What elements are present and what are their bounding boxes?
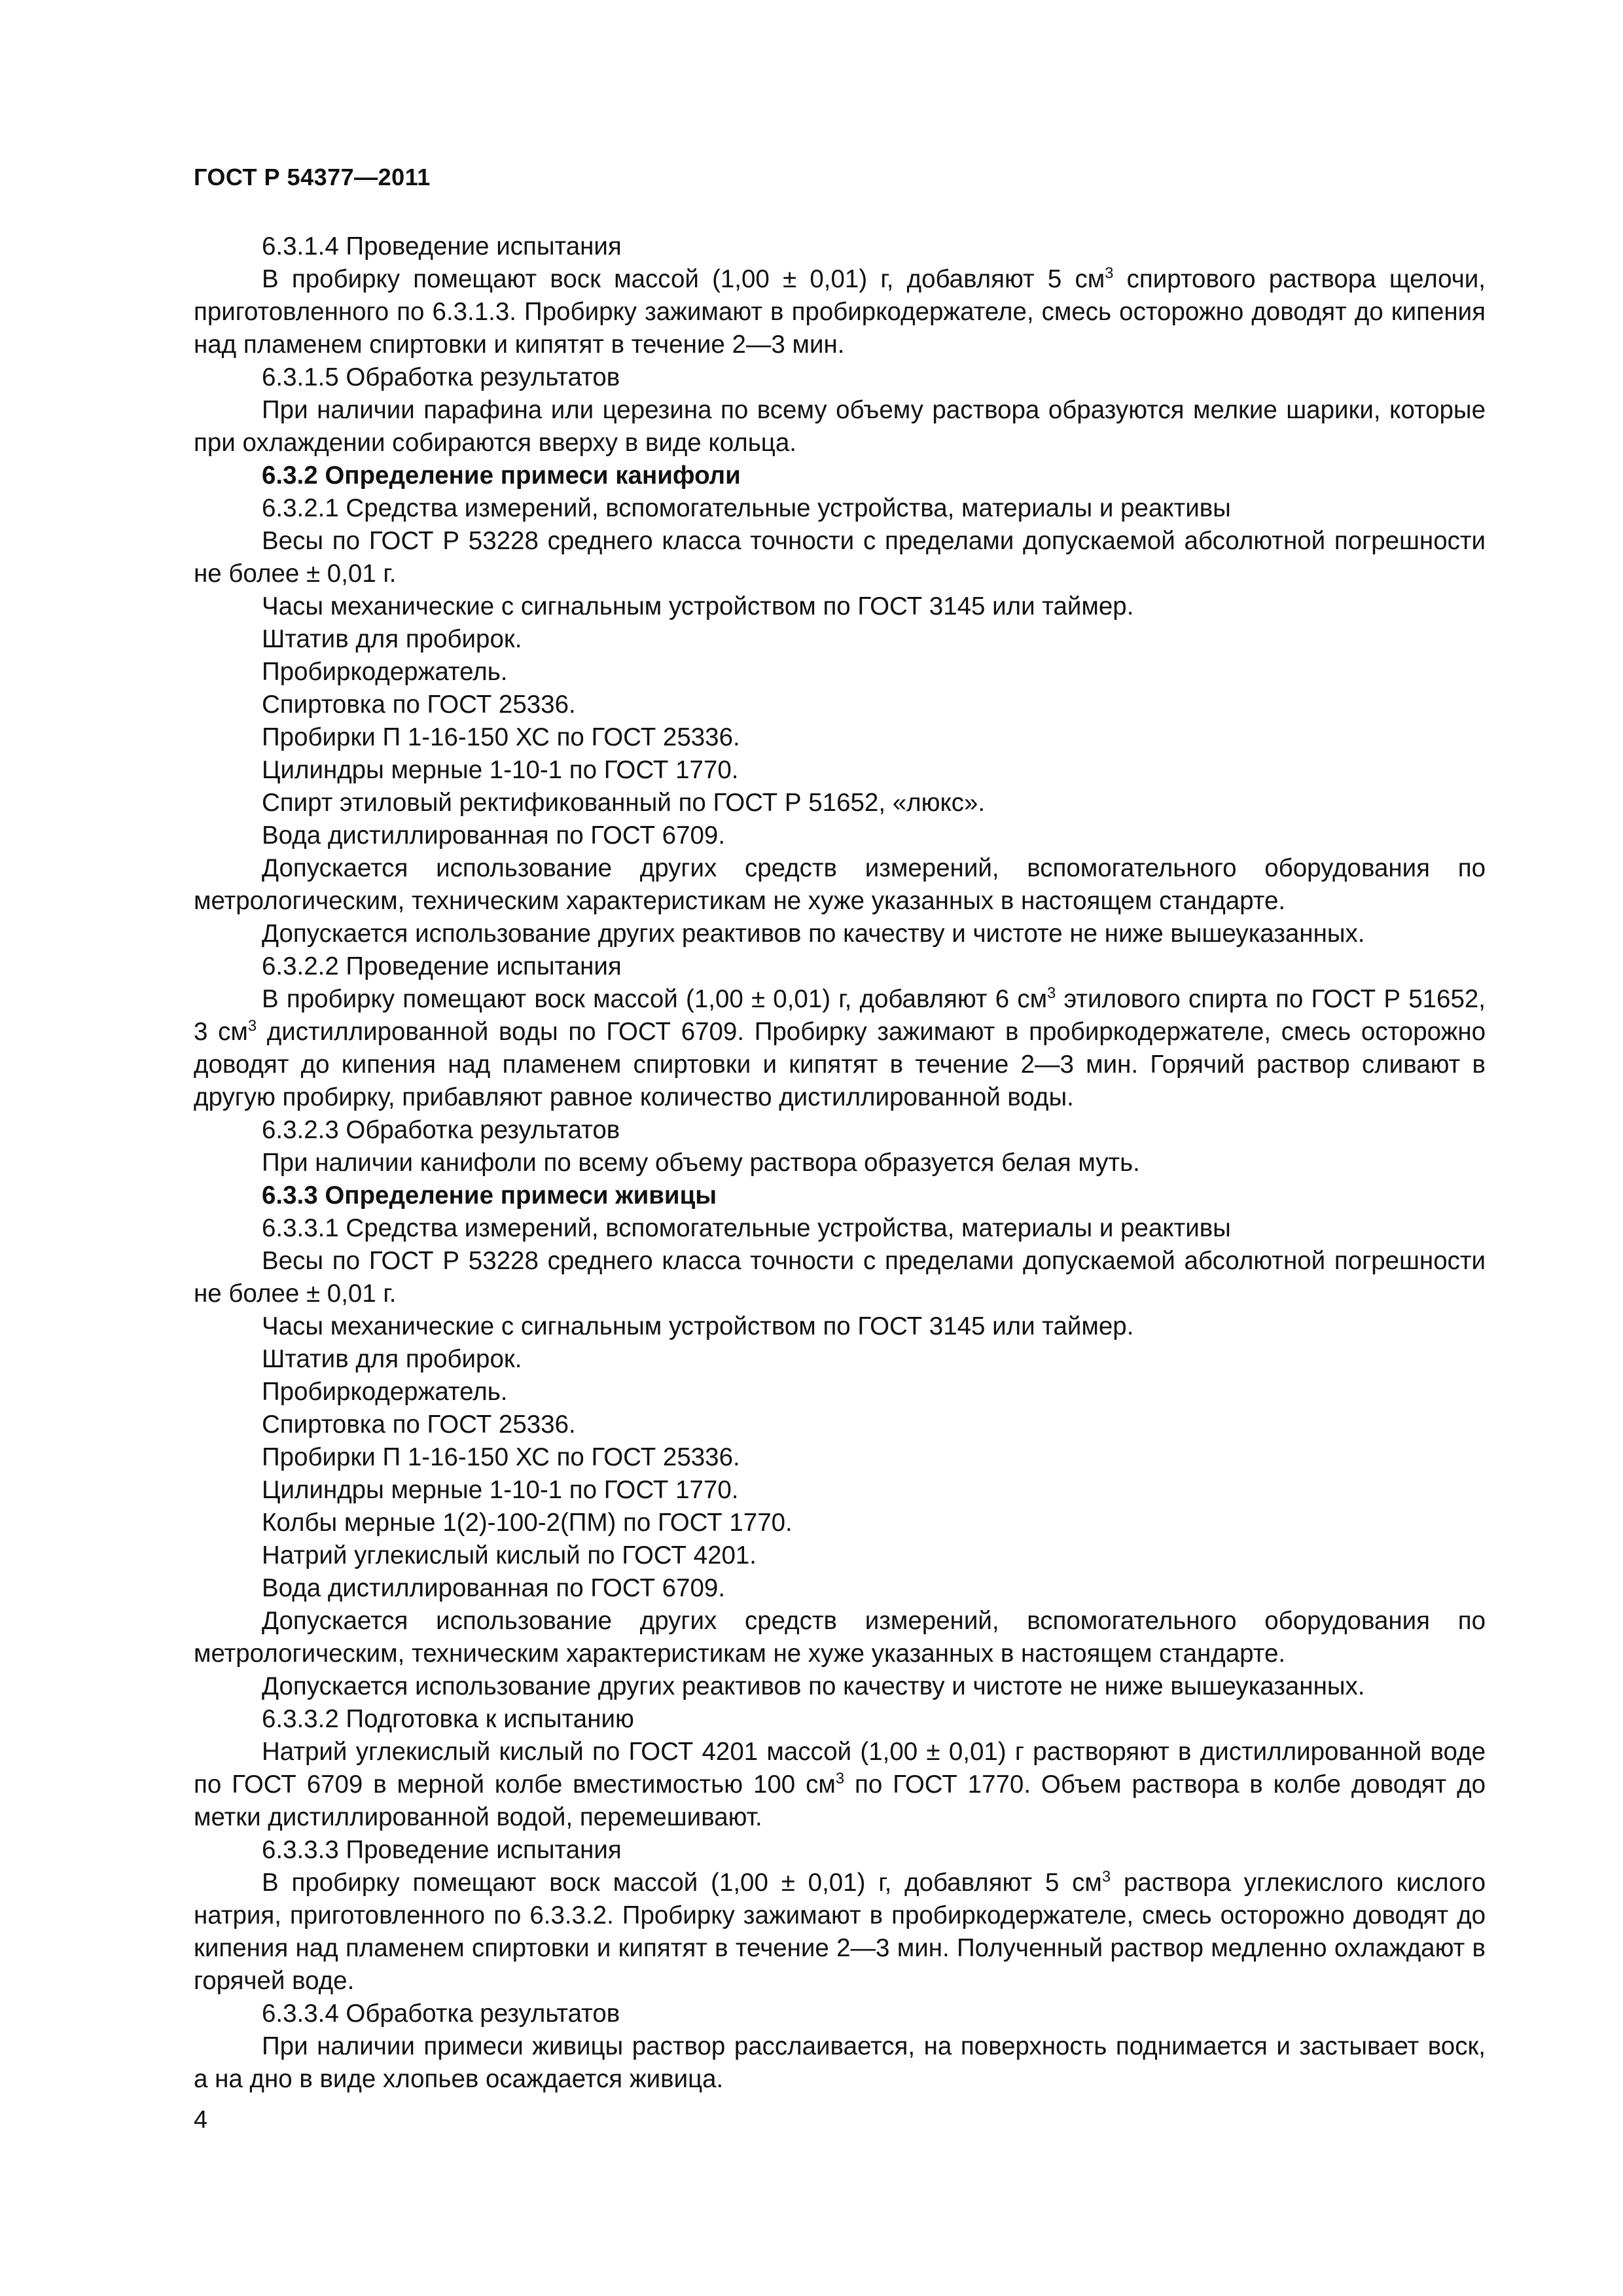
paragraph: В пробирку помещают воск массой (1,00 ± 0,01) г, добавляют 5 $см^3$ спиртового раствора щелочи, приготовленного по 6.3.1.3. Пробирку зажимают в пробиркодержателе, смесь осторожно доводят до кипения над пламенем спиртовки и кипятят в течение 2—3 мин. xyxy=(194,264,1486,359)
paragraph: Пробиркодержатель. xyxy=(262,1378,508,1406)
paragraph: Часы механические с сигнальным устройством по ГОСТ 3145 или таймер. xyxy=(262,592,1134,620)
paragraph: 6.3.3.1 Средства измерений, вспомогательные устройства, материалы и реактивы xyxy=(262,1214,1231,1242)
document-body xyxy=(194,230,1486,2096)
paragraph: 6.3.1.5 Обработка результатов xyxy=(262,363,620,391)
paragraph: Штатив для пробирок. xyxy=(262,1345,522,1373)
paragraph: Вода дистиллированная по ГОСТ 6709. xyxy=(262,821,726,850)
paragraph: Колбы мерные 1(2)-100-2(ПМ) по ГОСТ 1770. xyxy=(262,1509,793,1537)
paragraph: Пробирки П 1-16-150 ХС по ГОСТ 25336. xyxy=(262,1443,740,1471)
paragraph: Спиртовка по ГОСТ 25336. xyxy=(262,691,576,719)
paragraph: 6.3.2.3 Обработка результатов xyxy=(262,1116,620,1144)
paragraph: Цилиндры мерные 1-10-1 по ГОСТ 1770. xyxy=(262,756,739,784)
paragraph: 6.3.2.2 Проведение испытания xyxy=(262,952,622,980)
paragraph: 6.3.3.2 Подготовка к испытанию xyxy=(262,1705,634,1733)
paragraph: Натрий углекислый кислый по ГОСТ 4201 массой (1,00 ± 0,01) г растворяют в дистиллированной воде по ГОСТ 6709 в мерной колбе вместимостью 100 $см^3$ по ГОСТ 1770. Объем раствора в колбе доводят до метки дистиллированной водой, перемешивают. xyxy=(194,1738,1486,1831)
paragraph: Допускается использование других реактивов по качеству и чистоте не ниже вышеуказанных. xyxy=(262,920,1365,948)
paragraph: При наличии канифоли по всему объему раствора образуется белая муть. xyxy=(262,1149,1140,1177)
paragraph: Цилиндры мерные 1-10-1 по ГОСТ 1770. xyxy=(262,1476,739,1504)
paragraph: Пробирки П 1-16-150 ХС по ГОСТ 25336. xyxy=(262,723,740,751)
paragraph: 6.3.3.4 Обработка результатов xyxy=(262,2000,620,2028)
page-number: 4 xyxy=(194,2106,208,2134)
paragraph: Натрий углекислый кислый по ГОСТ 4201. xyxy=(262,1541,757,1570)
paragraph: Часы механические с сигнальным устройством по ГОСТ 3145 или таймер. xyxy=(262,1312,1134,1340)
paragraph: Весы по ГОСТ Р 53228 среднего класса точности с пределами допускаемой абсолютной погрешности не более ± 0,01 г. xyxy=(194,1247,1486,1308)
paragraph: В пробирку помещают воск массой (1,00 ± 0,01) г, добавляют 6 $см^3$ этилового спирта по ГОСТ Р 51652, 3 $см^3$ дистиллированной воды по ГОСТ 6709. Пробирку зажимают в пробиркодержателе, смесь осторожно доводят до кипения над пламенем спиртовки и кипятят в течение 2—3 мин. Горячий раствор сливают в другую пробирку, прибавляют равное количество дистиллированной воды. xyxy=(194,984,1486,1111)
paragraph: Пробиркодержатель. xyxy=(262,658,508,686)
paragraph: Спиртовка по ГОСТ 25336. xyxy=(262,1410,576,1439)
section-heading: 6.3.2 Определение примеси канифоли xyxy=(262,461,741,490)
paragraph: Штатив для пробирок. xyxy=(262,625,522,653)
paragraph: Вода дистиллированная по ГОСТ 6709. xyxy=(262,1574,726,1602)
paragraph: 6.3.3.3 Проведение испытания xyxy=(262,1836,622,1864)
paragraph: Допускается использование других средств измерений, вспомогательного оборудования по метрологическим, техническим характеристикам не хуже указанных в настоящем стандарте. xyxy=(194,1607,1486,1668)
section-heading: 6.3.3 Определение примеси живицы xyxy=(262,1181,717,1210)
paragraph: 6.3.1.4 Проведение испытания xyxy=(262,232,622,260)
paragraph: 6.3.2.1 Средства измерений, вспомогательные устройства, материалы и реактивы xyxy=(262,494,1231,522)
paragraph: При наличии примеси живицы раствор расслаивается, на поверхность поднимается и застывает воск, а на дно в виде хлопьев осаждается живица. xyxy=(194,2032,1486,2093)
paragraph: Спирт этиловый ректификованный по ГОСТ Р 51652, «люкс». xyxy=(262,789,986,817)
paragraph: Весы по ГОСТ Р 53228 среднего класса точности с пределами допускаемой абсолютной погрешности не более ± 0,01 г. xyxy=(194,527,1486,588)
paragraph: При наличии парафина или церезина по всему объему раствора образуются мелкие шарики, которые при охлаждении собираются вверху в виде кольца. xyxy=(194,396,1486,457)
paragraph: В пробирку помещают воск массой (1,00 ± 0,01) г, добавляют 5 $см^3$ раствора углекислого кислого натрия, приготовленного по 6.3.3.2. Пробирку зажимают в пробиркодержателе, смесь осторожно доводят до кипения над пламенем спиртовки и кипятят в течение 2—3 мин. Полученный раствор медленно охлаждают в горячей воде. xyxy=(194,1868,1486,1995)
paragraph: Допускается использование других реактивов по качеству и чистоте не ниже вышеуказанных. xyxy=(262,1672,1365,1700)
paragraph: Допускается использование других средств измерений, вспомогательного оборудования по метрологическим, техническим характеристикам не хуже указанных в настоящем стандарте. xyxy=(194,854,1486,915)
document-header: ГОСТ Р 54377—2011 xyxy=(194,164,431,190)
